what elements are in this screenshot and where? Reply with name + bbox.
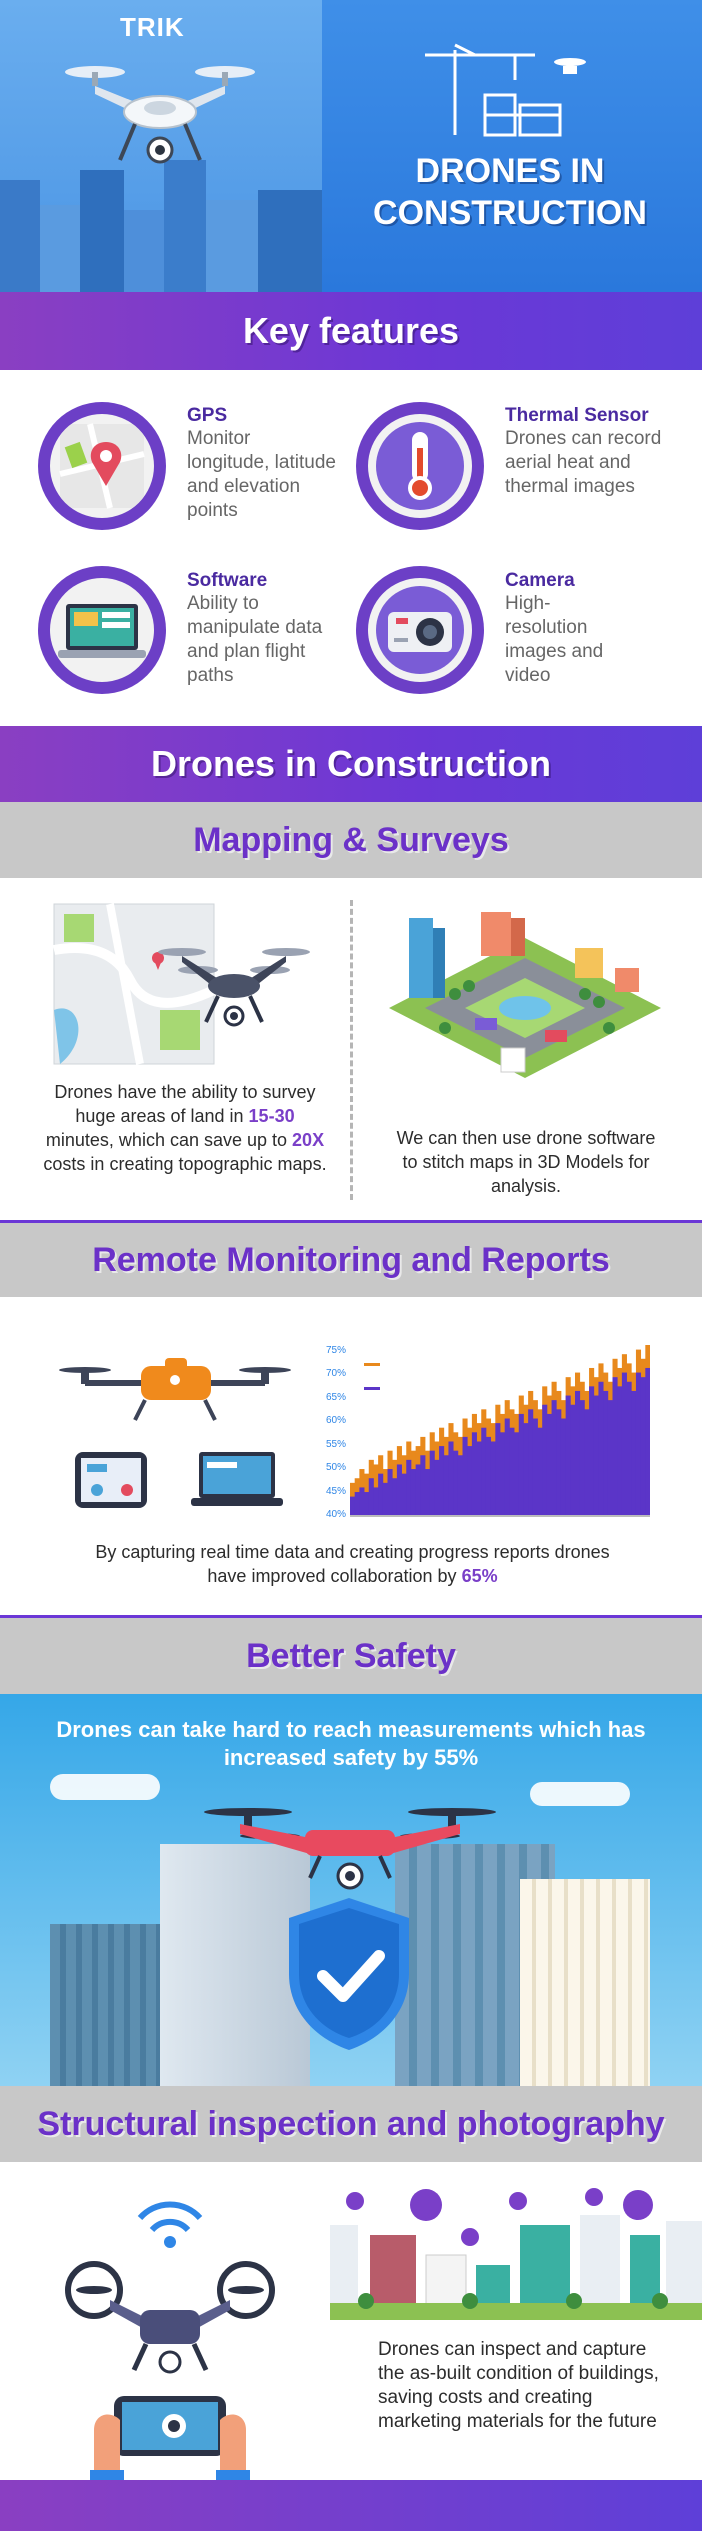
construction-title: Drones in Construction: [150, 743, 551, 784]
chart-bar-purple: [584, 1409, 589, 1515]
chart-bar-purple: [645, 1368, 650, 1515]
chart-bar-purple: [359, 1487, 364, 1515]
mapping-title: Mapping & Surveys: [193, 820, 509, 859]
chart-bar-purple: [448, 1441, 453, 1515]
chart-bar-purple: [556, 1409, 561, 1515]
cloud-right: [530, 1782, 630, 1806]
monitoring-text-body: By capturing real time data and creating progress reports drones have improved collaboration by: [95, 1542, 610, 1586]
chart-bar-purple: [350, 1497, 355, 1515]
chart-bar-purple: [627, 1382, 632, 1515]
monitoring-heading: [0, 1223, 702, 1297]
chart-bar-purple: [641, 1377, 646, 1515]
feature-gps-title: GPS: [187, 405, 228, 426]
y-tick-label: 75%: [325, 1345, 346, 1356]
building-right: [520, 1879, 650, 2086]
y-tick-label: 40%: [325, 1509, 346, 1520]
header-left-panel: [0, 0, 322, 292]
chart-bar-purple: [472, 1432, 477, 1515]
inspection-city-illustration: [330, 2185, 702, 2320]
thermal-icon-circle: [356, 402, 484, 530]
chart-bar-purple: [542, 1405, 547, 1515]
software-icon-circle: [38, 566, 166, 694]
red-drone-illustration: [200, 1794, 500, 1904]
chart-bar-purple: [613, 1377, 618, 1515]
chart-bar-purple: [598, 1382, 603, 1515]
feature-thermal: [505, 405, 675, 499]
chart-bar-purple: [434, 1460, 439, 1515]
chart-bar-purple: [355, 1492, 360, 1515]
chart-bar-purple: [406, 1460, 411, 1515]
chart-bar-purple: [608, 1400, 613, 1515]
mapping-left-text-part3: costs in creating topographic maps.: [43, 1154, 327, 1174]
chart-bar-purple: [416, 1464, 421, 1515]
thermometer-icon: [368, 414, 472, 518]
feature-thermal-title: Thermal Sensor: [505, 405, 649, 426]
feature-software: [187, 570, 337, 688]
monitoring-title: Remote Monitoring and Reports: [92, 1240, 610, 1279]
chart-bar-purple: [523, 1423, 528, 1515]
feature-software-text: Ability to manipulate data and plan flight paths: [187, 593, 323, 686]
y-tick-label: 65%: [325, 1392, 346, 1403]
chart-bar-purple: [425, 1469, 430, 1515]
feature-gps: [187, 405, 337, 523]
chart-bar-purple: [402, 1474, 407, 1515]
brand-logo: TRIK: [120, 12, 185, 42]
mapping-right-text: We can then use drone software to stitch maps in 3D Models for analysis.: [396, 1128, 656, 1196]
chart-bar-purple: [411, 1469, 416, 1515]
chart-y-ticks: [312, 1345, 346, 1520]
chart-bar-purple: [589, 1386, 594, 1515]
chart-bar-purple: [388, 1469, 393, 1515]
chart-x-axis: [350, 1515, 650, 1517]
chart-bar-purple: [617, 1386, 622, 1515]
shield-check-icon: [283, 1894, 415, 2054]
inspection-drone-illustration: [50, 2190, 290, 2490]
chart-bar-purple: [552, 1400, 557, 1515]
chart-bar-purple: [509, 1428, 514, 1515]
key-features-heading: [0, 292, 702, 370]
chart-bar-purple: [500, 1432, 505, 1515]
camera-icon: [368, 578, 472, 682]
camera-icon-circle: [356, 566, 484, 694]
chart-bar-purple: [528, 1409, 533, 1515]
y-tick-label: 50%: [325, 1462, 346, 1473]
monitoring-text: [80, 1540, 625, 1588]
cloud-left: [50, 1774, 160, 1800]
monitoring-devices-illustration: [55, 1340, 295, 1520]
feature-software-title: Software: [187, 570, 268, 591]
chart-bar-purple: [364, 1492, 369, 1515]
chart-bar-purple: [378, 1474, 383, 1515]
header-banner: [0, 0, 702, 292]
mapping-highlight-minutes: 15-30: [248, 1106, 295, 1126]
chart-bar-purple: [580, 1400, 585, 1515]
feature-thermal-text: Drones can record aerial heat and thermal images: [505, 428, 662, 497]
y-tick-label: 60%: [325, 1415, 346, 1426]
chart-bar-purple: [636, 1373, 641, 1515]
chart-bar-purple: [444, 1455, 449, 1515]
feature-camera-text: High-resolution images and video: [505, 593, 604, 686]
y-tick-label: 45%: [325, 1486, 346, 1497]
chart-bar-purple: [373, 1487, 378, 1515]
feature-camera-title: Camera: [505, 570, 575, 591]
chart-bar-purple: [505, 1419, 510, 1515]
y-tick-label: 55%: [325, 1439, 346, 1450]
map-pin-icon: [50, 414, 154, 518]
chart-bar-purple: [570, 1405, 575, 1515]
chart-bar-purple: [481, 1428, 486, 1515]
chart-bar-purple: [575, 1391, 580, 1515]
chart-bar-purple: [561, 1419, 566, 1515]
chart-bar-purple: [383, 1483, 388, 1515]
safety-title: Better Safety: [246, 1636, 456, 1675]
drone-illustration: [60, 50, 260, 200]
key-features-title: Key features: [242, 310, 460, 351]
chart-bar-purple: [397, 1464, 402, 1515]
feature-camera: [505, 570, 675, 688]
chart-bar-purple: [594, 1396, 599, 1515]
chart-bar-purple: [463, 1437, 468, 1515]
chart-bar-purple: [538, 1428, 543, 1515]
chart-bar-purple: [519, 1414, 524, 1515]
mapping-left-text-part1: Drones have the ability to survey huge areas of land in: [54, 1082, 316, 1126]
header-title-line1: DRONES IN: [415, 152, 605, 190]
chart-bar-purple: [430, 1451, 435, 1515]
chart-bar-purple: [420, 1455, 425, 1515]
chart-bar-purple: [458, 1455, 463, 1515]
chart-bar-purple: [467, 1446, 472, 1515]
gps-icon-circle: [38, 402, 166, 530]
progress-chart: [312, 1345, 652, 1520]
feature-gps-text: Monitor longitude, latitude and elevation points: [187, 428, 336, 521]
chart-bar-purple: [392, 1478, 397, 1515]
laptop-icon: [50, 578, 154, 682]
header-title-line2: CONSTRUCTION: [373, 194, 647, 232]
chart-bar-purple: [477, 1441, 482, 1515]
chart-plot-area: [350, 1345, 650, 1517]
inspection-heading: [0, 2086, 702, 2162]
crane-icon: [415, 40, 605, 140]
chart-bar-purple: [369, 1478, 374, 1515]
isometric-city-illustration: [385, 898, 665, 1098]
chart-bar-purple: [547, 1414, 552, 1515]
inspection-text: Drones can inspect and capture the as-built condition of buildings, saving costs and creating marketing materials for the future: [378, 2339, 659, 2432]
safety-heading: [0, 1618, 702, 1694]
chart-bar-purple: [631, 1391, 636, 1515]
chart-bar-purple: [453, 1451, 458, 1515]
chart-bar-purple: [533, 1419, 538, 1515]
chart-bar-purple: [439, 1446, 444, 1515]
mapping-heading: [0, 802, 702, 878]
chart-bar-purple: [491, 1441, 496, 1515]
mapping-left-text-part2: minutes, which can save up to: [45, 1130, 293, 1150]
chart-bar-purple: [495, 1423, 500, 1515]
chart-bar-purple: [622, 1373, 627, 1515]
y-tick-label: 70%: [325, 1368, 346, 1379]
monitoring-highlight: 65%: [461, 1566, 498, 1586]
chart-bar-purple: [514, 1432, 519, 1515]
chart-bar-purple: [603, 1391, 608, 1515]
safety-text: Drones can take hard to reach measurements which has increased safety by 55%: [56, 1717, 646, 1770]
header-title: [340, 150, 680, 234]
inspection-title: Structural inspection and photography: [37, 2104, 665, 2143]
construction-heading: [0, 726, 702, 802]
safety-scene: [0, 1694, 702, 2086]
footer-bar: [0, 2480, 702, 2531]
chart-bar-purple: [566, 1396, 571, 1515]
mapping-divider: [350, 900, 353, 1200]
map-drone-illustration: [50, 900, 320, 1070]
mapping-highlight-savings: 20X: [292, 1130, 325, 1150]
chart-bar-purple: [486, 1437, 491, 1515]
mapping-left-text: [40, 1080, 330, 1176]
